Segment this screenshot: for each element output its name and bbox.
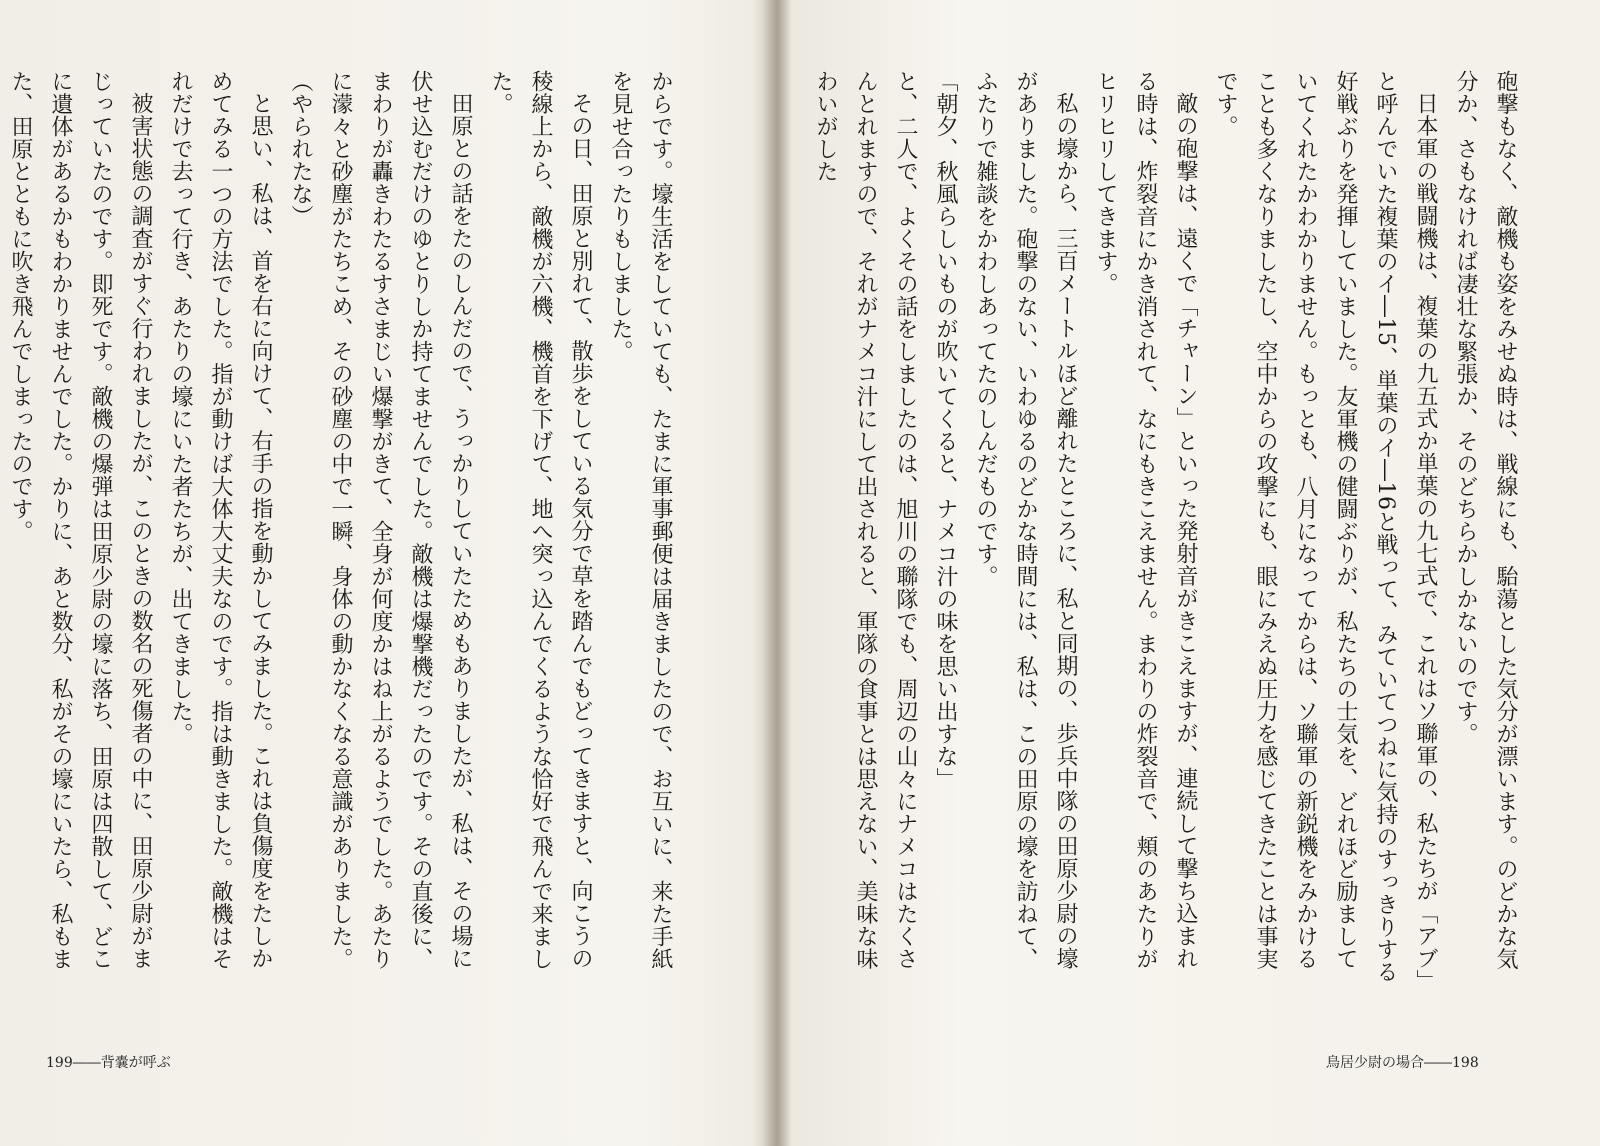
left-page-text xyxy=(8,70,680,990)
left-paragraph-4: （やられたな） xyxy=(288,70,313,228)
right-paragraph-6: と、二人で、よくその話をしましたのは、旭川の聯隊でも、周辺の山々にナメコはたくさんとれますので、それがナメコ汁にして出されると、軍隊の食事とは思えない、美味な味わいがした xyxy=(813,70,918,970)
left-paragraph-5: と思い、私は、首を右に向けて、右手の指を動かしてみました。これは負傷度をたしかめてみる一つの方法でした。指が動けば大体大丈夫なのです。指は動きました。敵機はそれだけで去って行き、あたりの壕にいた者たちが、出てきました。 xyxy=(168,70,273,970)
left-paragraph-2: その日、田原と別れて、散歩をしている気分で草を踏んでもどってきますと、向こうの稜線上から、敵機が六機、機首を下げて、地へ突っ込んでくるような恰好で飛んで来ました。 xyxy=(488,70,593,970)
left-paragraph-6: 被害状態の調査がすぐ行われましたが、このときの数名の死傷者の中に、田原少尉がまじっていたのです。即死です。敵機の爆弾は田原少尉の壕に落ち、田原は四散して、どこに遺体があるかもわかりませんでした。かりに、あと数分、私がその壕にいたら、私もまた、田原とともに吹き飛んでしまったのです。 xyxy=(8,70,153,970)
book-gutter xyxy=(762,0,792,1146)
left-page xyxy=(8,70,680,990)
right-paragraph-5: 「朝夕、秋風らしいものが吹いてくると、ナメコ汁の味を思い出すな」 xyxy=(933,70,958,790)
right-page xyxy=(813,70,1525,990)
right-paragraph-2: 日本軍の戦闘機は、複葉の九五式か単葉の九七式で、これはソ聯軍の、私たちが「アブ」と呼んでいた複葉のイ―15、単葉のイ―16と戦って、みていてつねに気持のすっきりする好戦ぶりを発揮していました。友軍機の健闘ぶりが、私たちの士気を、どれほど励ましていてくれたかわかりません。もっとも、八月になってからは、ソ聯軍の新鋭機をみかけることも多くなりましたし、空中からの攻撃にも、眼にみえぬ圧力を感じてきたことは事実です。 xyxy=(1213,70,1438,983)
left-paragraph-3: 田原との話をたのしんだので、うっかりしていたためもありましたが、私は、その場に伏せ込むだけのゆとりしか持てませんでした。敵機は爆撃機だったのです。その直後に、まわりが轟きわたるすさまじい爆撃がきて、全身が何度かはね上がるようでした。あたりに濛々と砂塵がたちこめ、その砂塵の中で一瞬、身体の動かなくなる意識がありました。 xyxy=(328,70,473,970)
left-paragraph-1: からです。壕生活をしていても、たまに軍事郵便は届きましたので、お互いに、来た手紙を見せ合ったりもしました。 xyxy=(608,70,673,970)
right-page-text xyxy=(813,70,1525,990)
right-paragraph-4: 私の壕から、三百メートルほど離れたところに、私と同期の、歩兵中隊の田原少尉の壕がありました。砲撃のない、いわゆるのどかな時間には、私は、この田原の壕を訪ねて、ふたりで雑談をかわしあってたのしんだものです。 xyxy=(973,70,1078,970)
left-page-folio: 199――背嚢が呼ぶ xyxy=(46,1055,171,1071)
right-paragraph-3: 敵の砲撃は、遠くで「チャーン」といった発射音がきこえますが、連続して撃ち込まれる時は、炸裂音にかき消されて、なにもきこえません。まわりの炸裂音で、頬のあたりがヒリヒリしてきます。 xyxy=(1093,70,1198,970)
right-page-folio: 鳥居少尉の場合――198 xyxy=(1326,1055,1479,1071)
right-paragraph-1: 砲撃もなく、敵機も姿をみせぬ時は、戦線にも、駘蕩とした気分が漂います。のどかな気分か、さもなければ凄壮な緊張か、そのどちらかしかないのです。 xyxy=(1453,70,1518,970)
